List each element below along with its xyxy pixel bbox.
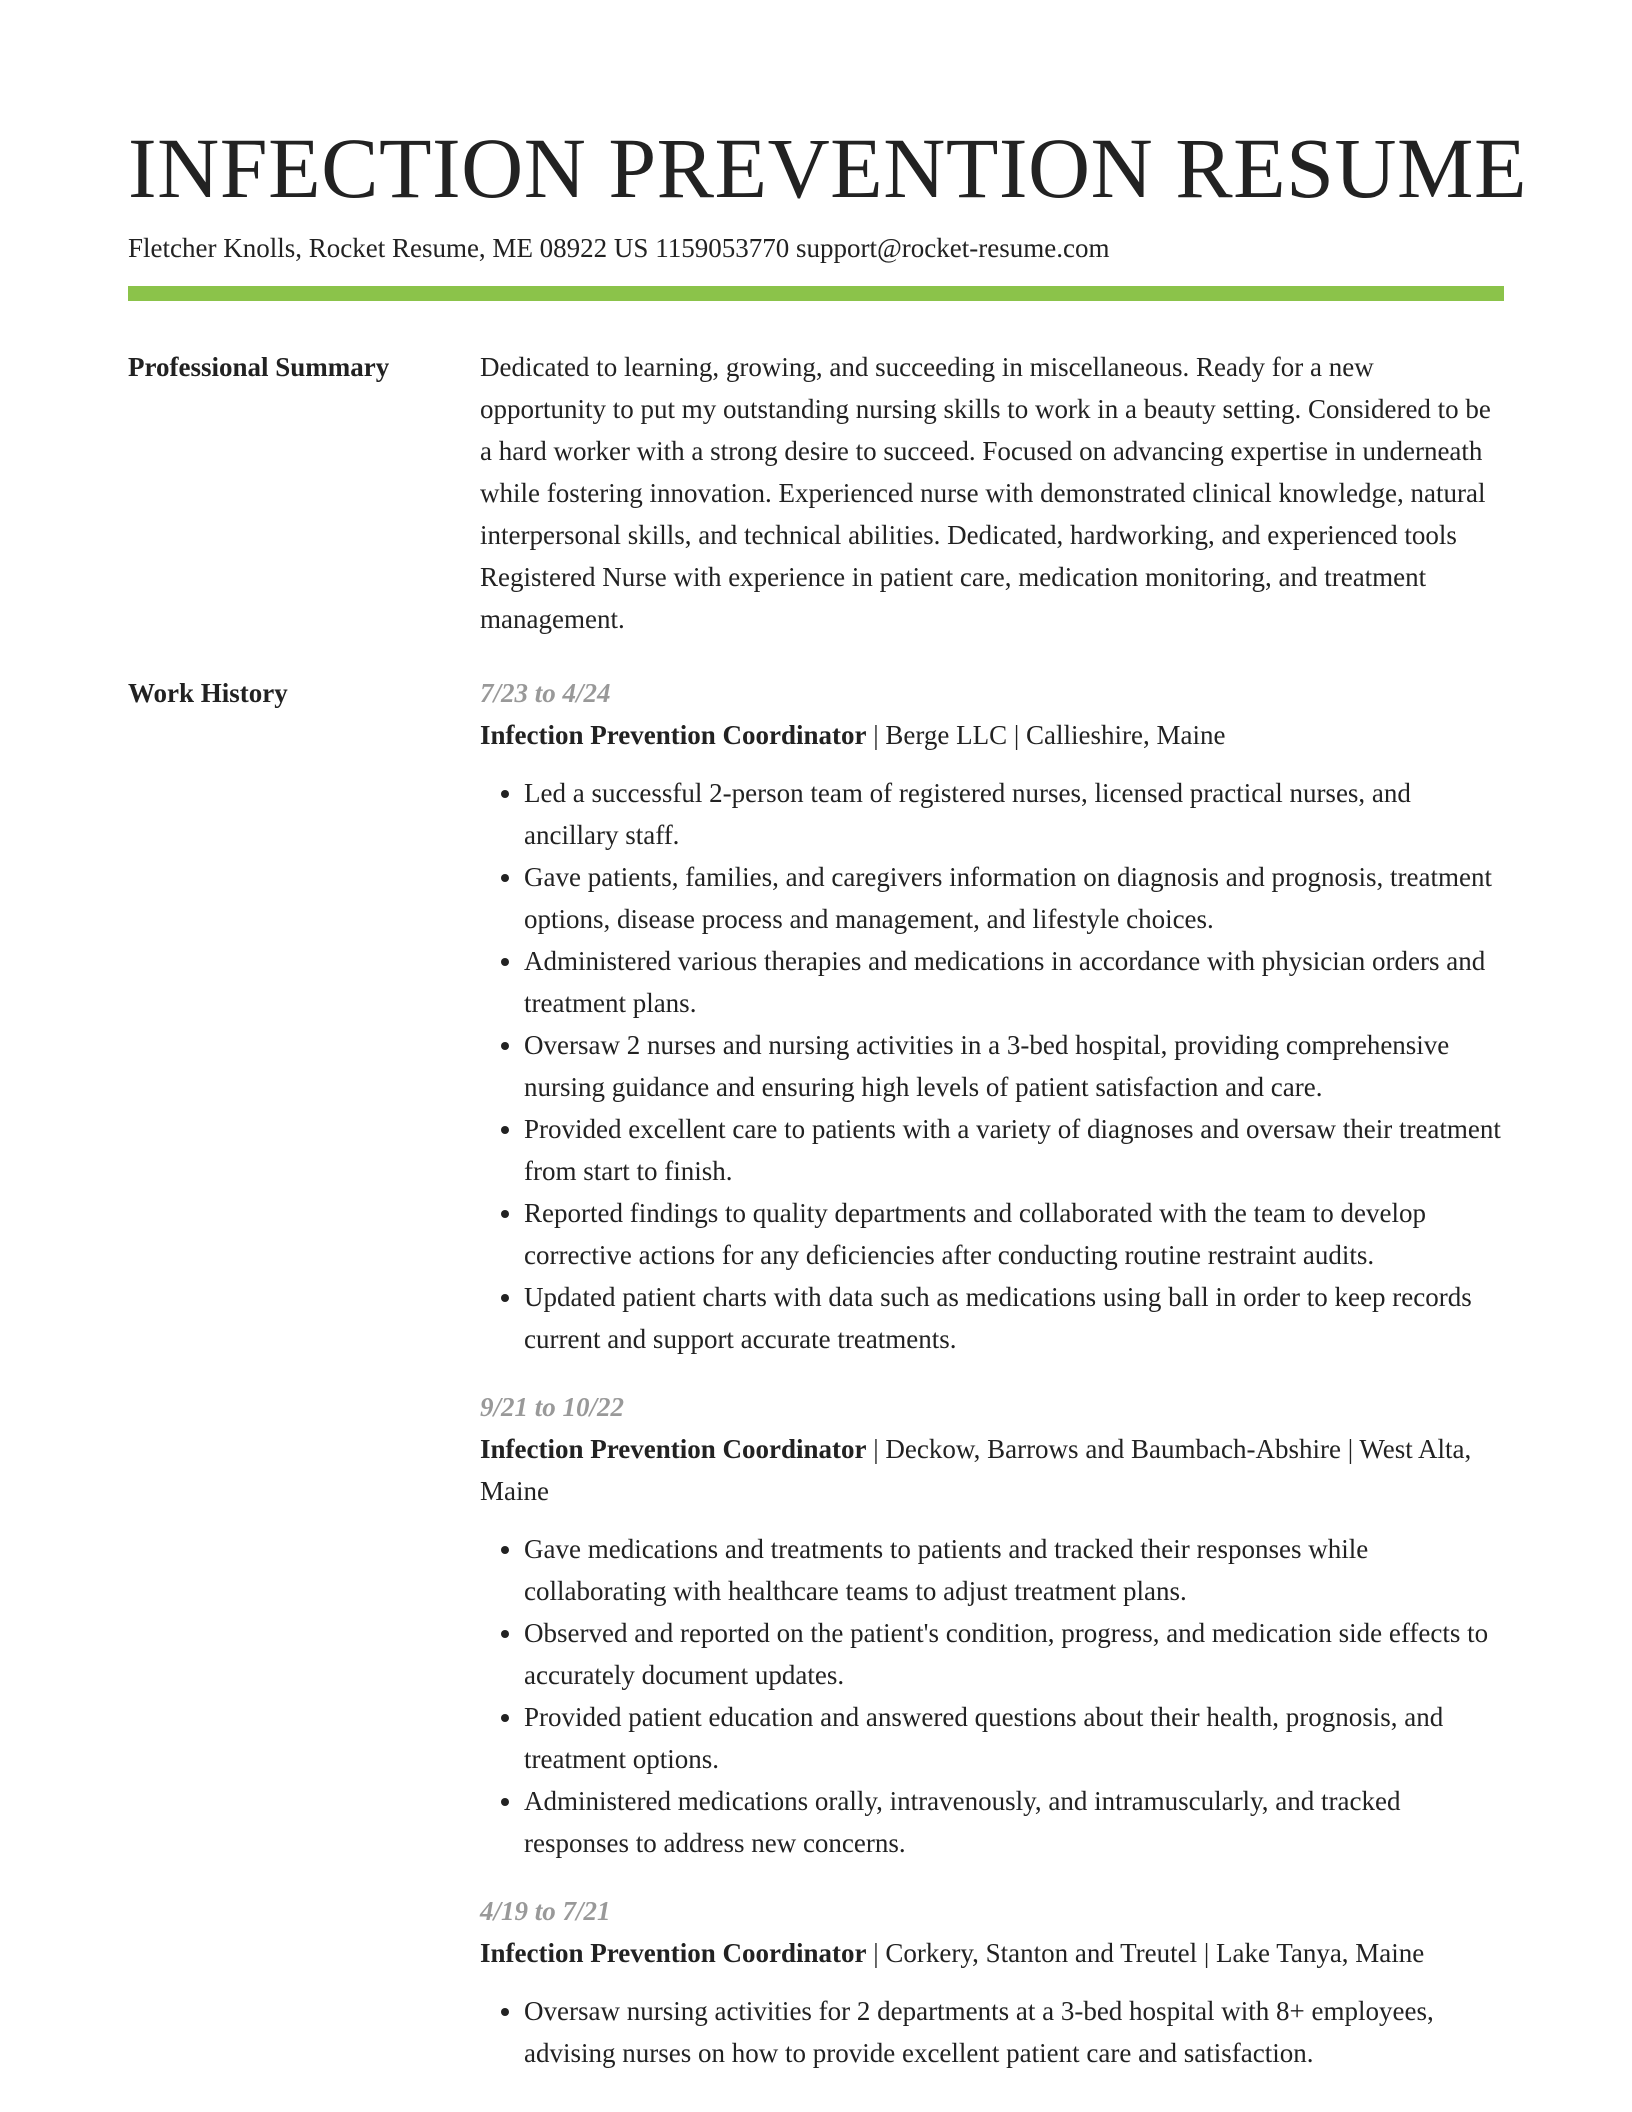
work-history-section (480, 672, 1504, 2100)
job-bullet: • Led a successful 2-person team of registered nurses, licensed practical nurses, and ancillary staff. (524, 772, 1504, 856)
job-dates: 7/23 to 4/24 (480, 678, 611, 708)
job-bullet: • Reported findings to quality departments and collaborated with the team to develop corrective actions for any deficiencies after conducting routine restraint audits. (524, 1192, 1504, 1276)
job-bullet: • Oversaw nursing activities for 2 departments at a 3-bed hospital with 8+ employees, advising nurses on how to provide excellent patient care and satisfaction. (524, 1990, 1504, 2074)
summary-text: Dedicated to learning, growing, and succeeding in miscellaneous. Ready for a new opportunity to put my outstanding nursing skills to work in a beauty setting. Considered to be a hard worker with a strong desire to succeed. Focused on advancing expertise in underneath while fostering innovation. Experienced nurse with demonstrated clinical knowledge, natural interpersonal skills, and technical abilities. Dedicated, hardworking, and experienced tools Registered Nurse with experience in patient care, medication monitoring, and treatment management. (480, 352, 1491, 634)
job-bullet: • Gave patients, families, and caregivers information on diagnosis and prognosis, treatment options, disease process and management, and lifestyle choices. (524, 856, 1504, 940)
summary-label: Professional Summary (128, 352, 390, 382)
job-title: Infection Prevention Coordinator (480, 1434, 867, 1464)
job-bullet: • Observed and reported on the patient's condition, progress, and medication side effects to accurately document updates. (524, 1612, 1504, 1696)
job-bullet: • Administered various therapies and medications in accordance with physician orders and treatment plans. (524, 940, 1504, 1024)
job-bullet-list (480, 1528, 1504, 1864)
contact-line: Fletcher Knolls, Rocket Resume, ME 08922 US 1159053770 support@rocket-resume.com (128, 233, 1110, 263)
job-bullet: • Administered medications orally, intravenously, and intramuscularly, and tracked responses to address new concerns. (524, 1780, 1504, 1864)
job-bullet: • Gave medications and treatments to patients and tracked their responses while collaborating with healthcare teams to adjust treatment plans. (524, 1528, 1504, 1612)
job-bullet: • Oversaw 2 nurses and nursing activities in a 3-bed hospital, providing comprehensive nursing guidance and ensuring high levels of patient satisfaction and care. (524, 1024, 1504, 1108)
job-heading (480, 1428, 1504, 1512)
job-title: Infection Prevention Coordinator (480, 720, 867, 750)
job-title: Infection Prevention Coordinator (480, 1938, 867, 1968)
job-employer-location: | Deckow, Barrows and Baumbach-Abshire | West Alta, Maine (480, 1434, 1472, 1506)
header-accent-rule (128, 286, 1504, 301)
job-heading (480, 714, 1504, 756)
summary-section (480, 346, 1504, 640)
job-bullet: • Provided patient education and answered questions about their health, prognosis, and treatment options. (524, 1696, 1504, 1780)
job-dates: 4/19 to 7/21 (480, 1896, 611, 1926)
job-employer-location: | Berge LLC | Callieshire, Maine (866, 720, 1226, 750)
resume-title: INFECTION PREVENTION RESUME (128, 120, 1528, 216)
job-bullet: • Updated patient charts with data such as medications using ball in order to keep records current and support accurate treatments. (524, 1276, 1504, 1360)
job-entry (480, 672, 1504, 1360)
work-history-label: Work History (128, 678, 288, 708)
job-bullet: • Provided excellent care to patients with a variety of diagnoses and oversaw their treatment from start to finish. (524, 1108, 1504, 1192)
job-dates: 9/21 to 10/22 (480, 1392, 625, 1422)
job-entry (480, 1386, 1504, 1864)
job-bullet-list (480, 1990, 1504, 2074)
job-bullet-list (480, 772, 1504, 1360)
job-heading (480, 1932, 1504, 1974)
job-entry (480, 1890, 1504, 2074)
job-employer-location: | Corkery, Stanton and Treutel | Lake Tanya, Maine (866, 1938, 1425, 1968)
